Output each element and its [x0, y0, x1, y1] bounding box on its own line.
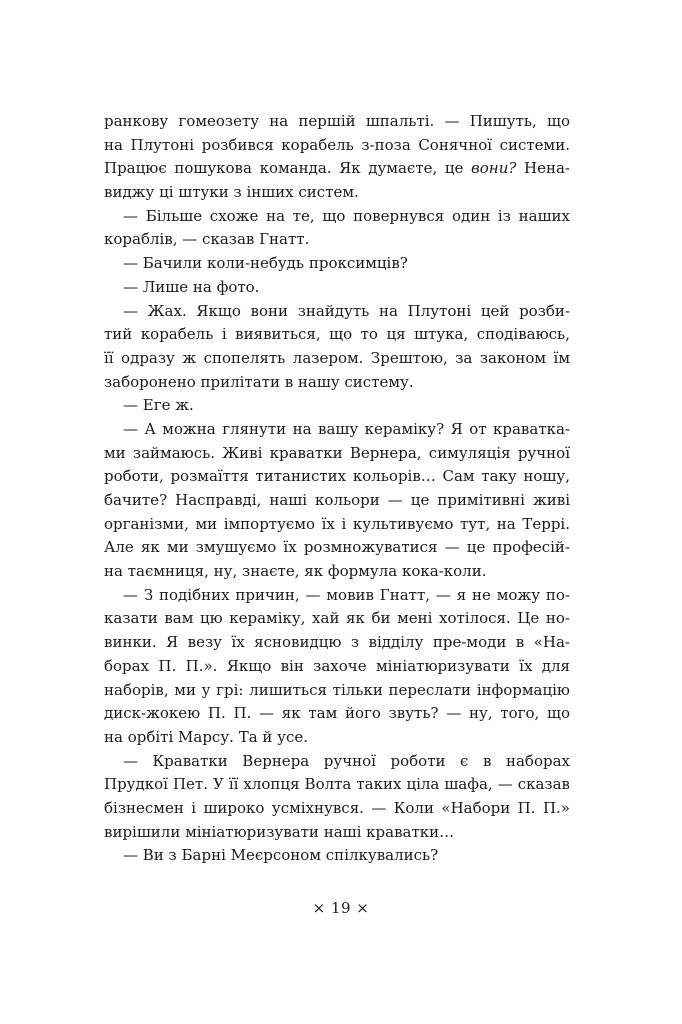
text-line: — Більше схоже на те, що повернувся один із наших — [123, 206, 570, 225]
text-line: — Лише на фото. — [123, 277, 260, 296]
text-line: її одразу ж спопелять лазером. Зрештою, за законом їм — [104, 348, 570, 367]
text-line: вирішили мініатюризувати наші краватки… — [104, 822, 455, 841]
text-line: організми, ми імпортуємо їх і культивуємо тут, на Террі. — [104, 514, 570, 533]
text-line: наборів, ми у грі: лишиться тільки переслати інформацію — [104, 680, 570, 699]
text-line: на таємниця, ну, знаєте, як формула кока-коли. — [104, 562, 487, 581]
text-line: на орбіті Марсу. Та й усе. — [104, 727, 309, 746]
text-line: кораблів, — сказав Гнатт. — [104, 230, 310, 249]
text-line: — Еге ж. — [123, 396, 194, 415]
text-line: Працює пошукова команда. Як думаєте, це вони? Нена- — [104, 159, 570, 178]
text-line: — Ви з Барні Меєрсоном спілкувались? — [123, 846, 439, 865]
text-line: бізнесмен і широко усміхнувся. — Коли «Набори П. П.» — [104, 798, 570, 817]
text-line: заборонено прилітати в нашу систему. — [104, 372, 414, 391]
text-line: ми займаюсь. Живі краватки Вернера, симуляція ручної — [104, 443, 570, 462]
text-line: — А можна глянути на вашу кераміку? Я от краватка- — [123, 419, 570, 438]
text-line: ранкову гомеозету на першій шпальті. — Пишуть, що — [104, 112, 570, 130]
text-line: тий корабель і виявиться, що то ця штука, сподіваюсь, — [104, 325, 570, 344]
page-number: × 19 × — [312, 899, 370, 917]
body-text — [104, 110, 570, 868]
text-line: диск-жокею П. П. — як там його звуть? — ну, того, що — [104, 704, 570, 723]
text-line: виджу ці штуки з інших систем. — [104, 183, 359, 202]
text-line: бачите? Насправді, наші кольори — це примітивні живі — [104, 491, 570, 509]
text-line: — Жах. Якщо вони знайдуть на Плутоні цей розби- — [123, 301, 570, 320]
text-line: Але як ми змушуємо їх розмножуватися — це професій- — [104, 538, 570, 557]
text-line: — Краватки Вернера ручної роботи є в наборах — [123, 751, 570, 770]
text-line: — З подібних причин, — мовив Гнатт, — я не можу по- — [123, 585, 570, 604]
text-line: на Плутоні розбився корабель з-поза Сонячної системи. — [104, 135, 570, 154]
text-line: борах П. П.». Якщо він захоче мініатюризувати їх для — [104, 656, 570, 675]
text-line: казати вам цю кераміку, хай як би мені хотілося. Це но- — [104, 609, 570, 628]
text-line: роботи, розмаїття титанистих кольорів… Сам таку ношу, — [104, 467, 570, 486]
emphasis-text: вони? — [471, 159, 517, 178]
text-line: — Бачили коли-небудь проксимців? — [123, 254, 408, 273]
text-line: Прудкої Пет. У її хлопця Волта таких ціла шафа, — сказав — [104, 775, 570, 794]
text-line: винки. Я везу їх ясновидцю з відділу пре-моди в «На- — [104, 633, 570, 652]
